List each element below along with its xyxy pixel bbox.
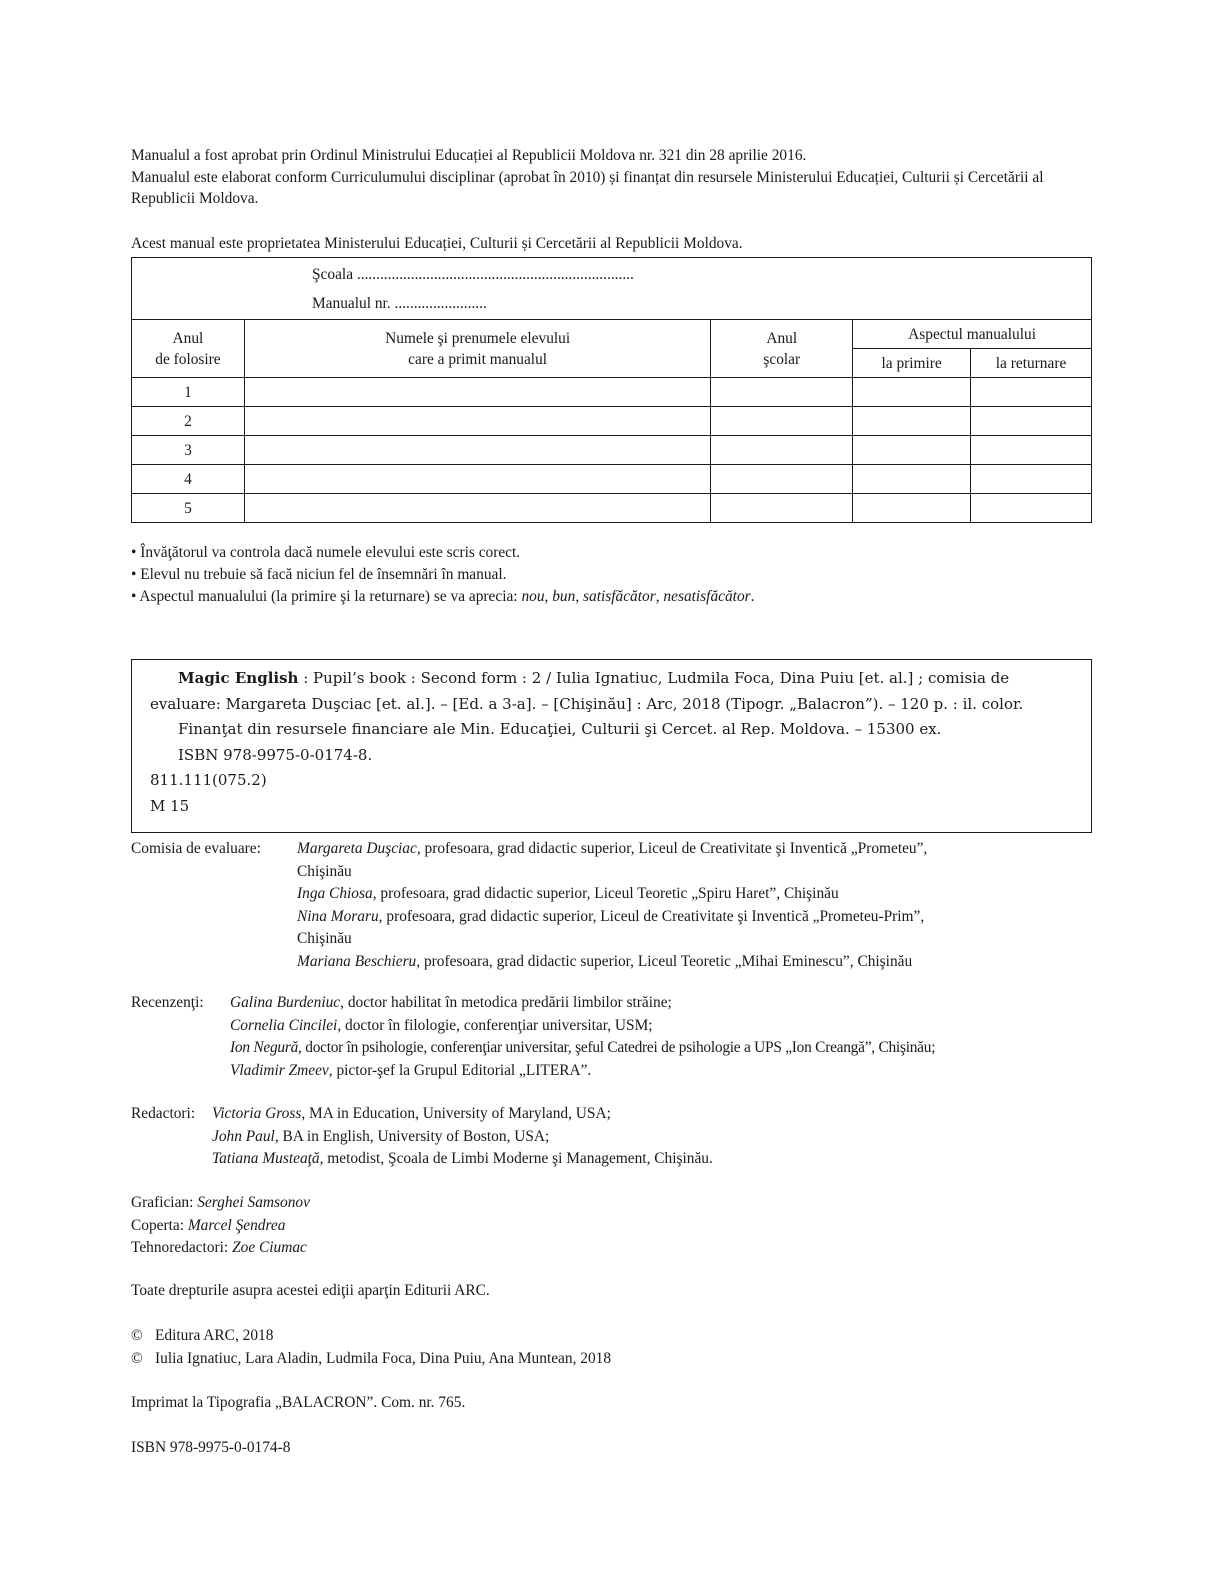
note-aspect: • Aspectul manualului (la primire şi la returnare) se va aprecia: nou, bun, satisfăcător, nesatisfăcător.	[131, 588, 755, 605]
student-name-cell[interactable]	[244, 436, 710, 465]
ownership-note: Acest manual este proprietatea Ministerului Educației, Culturii și Cercetării al Republicii Moldova.	[131, 235, 743, 252]
credit-typesetting: Tehnoredactori: Zoe Ciumac	[131, 1239, 307, 1256]
list-item: Galina Burdeniuc, doctor habilitat în metodica predării limbilor străine;	[230, 994, 672, 1011]
list-item: Mariana Beschieru, profesoara, grad didactic superior, Liceul Teoretic „Mihai Eminescu”, Chişinău	[297, 952, 913, 970]
list-item: Ion Negură, doctor în psihologie, conferenţiar universitar, şeful Catedrei de psihologie a UPS „Ion Creangă”, Chişinău;	[230, 1039, 936, 1056]
manual-number-line: Manualul nr. ........................	[312, 294, 487, 312]
receipt-cell[interactable]	[853, 494, 971, 523]
list-item: Cornelia Cincilei, doctor în filologie, conferenţiar universitar, USM;	[230, 1016, 653, 1034]
receipt-cell[interactable]	[853, 436, 971, 465]
return-cell[interactable]	[971, 436, 1092, 465]
school-line: Şcoala ........................................................................	[312, 265, 634, 283]
school-info-cell	[132, 258, 1092, 320]
copyright-line: © Iulia Ignatiuc, Lara Aladin, Ludmila Foca, Dina Puiu, Ana Muntean, 2018	[131, 1348, 931, 1371]
receipt-cell[interactable]	[853, 378, 971, 407]
row-number: 2	[132, 407, 245, 436]
school-year-cell[interactable]	[711, 465, 853, 494]
credit-cover: Coperta: Marcel Şendrea	[131, 1216, 286, 1234]
header-school-year: Anul şcolar	[711, 320, 853, 378]
approval-line: Manualul a fost aprobat prin Ordinul Ministrului Educației al Republicii Moldova nr. 321 din 28 aprilie 2016.	[131, 147, 807, 164]
header-year-of-use: Anul de folosire	[132, 320, 245, 378]
list-item: Vladimir Zmeev, pictor-şef la Grupul Editorial „LITERA”.	[230, 1061, 592, 1079]
row-number: 5	[132, 494, 245, 523]
credit-graphics: Grafician: Serghei Samsonov	[131, 1194, 310, 1211]
list-item-cont: Chişinău	[297, 930, 352, 947]
copyright-line: © Editura ARC, 2018	[131, 1325, 931, 1348]
list-item: Victoria Gross, MA in Education, University of Maryland, USA;	[212, 1105, 611, 1122]
isbn-footer: ISBN 978-9975-0-0174-8	[131, 1439, 291, 1456]
book-title: Magic English	[178, 669, 299, 687]
printing-info: Imprimat la Tipografia „BALACRON”. Com. nr. 765.	[131, 1394, 466, 1411]
student-name-cell[interactable]	[244, 378, 710, 407]
table-row	[132, 494, 1092, 523]
note-student: • Elevul nu trebuie să facă niciun fel de însemnări în manual.	[131, 566, 507, 583]
row-number: 4	[132, 465, 245, 494]
copyright-block	[131, 1325, 931, 1370]
commission-label: Comisia de evaluare:	[131, 840, 261, 857]
list-item: John Paul, BA in English, University of Boston, USA;	[212, 1127, 550, 1145]
cip-udc: 811.111(075.2)	[150, 771, 267, 789]
table-row	[132, 378, 1092, 407]
return-cell[interactable]	[971, 465, 1092, 494]
list-item: Nina Moraru, profesoara, grad didactic superior, Liceul de Creativitate şi Inventică „Prometeu-Prim”,	[297, 907, 925, 925]
approval-intro	[131, 145, 1091, 210]
header-manual-aspect: Aspectul manualului	[853, 320, 1092, 349]
copyright-icon: ©	[131, 1349, 143, 1367]
row-number: 1	[132, 378, 245, 407]
receipt-cell[interactable]	[853, 465, 971, 494]
return-cell[interactable]	[971, 407, 1092, 436]
production-credits	[131, 1192, 731, 1260]
rights-statement: Toate drepturile asupra acestei ediţii aparţin Editurii ARC.	[131, 1282, 490, 1299]
header-on-return: la returnare	[971, 349, 1092, 378]
receipt-cell[interactable]	[853, 407, 971, 436]
list-item: Inga Chiosa, profesoara, grad didactic superior, Liceul Teoretic „Spiru Haret”, Chişinău	[297, 885, 839, 902]
table-row	[132, 465, 1092, 494]
editors-label: Redactori:	[131, 1105, 196, 1122]
student-name-cell[interactable]	[244, 494, 710, 523]
cip-main-entry: Magic English : Pupil’s book : Second form : 2 / Iulia Ignatiuc, Ludmila Foca, Dina Puiu [et. al.] ; comisia de evaluare: Margareta Duşciac [et. al.]. – [Ed. a 3-a]. – [Chişinău] : Arc, 2018 (Tipogr. „Balacron”). – 120 p. : il. color.	[150, 669, 1024, 713]
return-cell[interactable]	[971, 494, 1092, 523]
note-teacher: • Învăţătorul va controla dacă numele elevului este scris corect.	[131, 544, 521, 561]
manual-register-table	[131, 257, 1092, 523]
header-on-receipt: la primire	[853, 349, 971, 378]
cip-description-box	[131, 659, 1092, 833]
cip-funding: Finanţat din resursele financiare ale Min. Educaţiei, Culturii şi Cercet. al Rep. Moldova. – 15300 ex.	[178, 720, 942, 738]
return-cell[interactable]	[971, 378, 1092, 407]
row-number: 3	[132, 436, 245, 465]
school-year-cell[interactable]	[711, 436, 853, 465]
copyright-icon: ©	[131, 1327, 143, 1344]
list-item-cont: Chişinău	[297, 862, 352, 880]
list-item: Tatiana Musteaţă, metodist, Şcoala de Limbi Moderne şi Management, Chişinău.	[212, 1150, 713, 1167]
list-item: Margareta Duşciac, profesoara, grad didactic superior, Liceul de Creativitate şi Inventică „Prometeu”,	[297, 840, 928, 857]
school-year-cell[interactable]	[711, 378, 853, 407]
school-year-cell[interactable]	[711, 407, 853, 436]
header-student-name: Numele şi prenumele elevului care a primit manualul	[244, 320, 710, 378]
register-notes	[131, 542, 755, 608]
student-name-cell[interactable]	[244, 465, 710, 494]
curriculum-line: Manualul este elaborat conform Curriculumului disciplinar (aprobat în 2010) și finanțat din resursele Ministerului Educației, Culturii și Cercetării al Republicii Moldova.	[131, 168, 1044, 207]
school-year-cell[interactable]	[711, 494, 853, 523]
student-name-cell[interactable]	[244, 407, 710, 436]
cip-isbn: ISBN 978-9975-0-0174-8.	[178, 745, 373, 764]
reviewers-label: Recenzenţi:	[131, 994, 204, 1011]
cip-code: M 15	[150, 796, 190, 815]
table-row	[132, 407, 1092, 436]
table-row	[132, 436, 1092, 465]
